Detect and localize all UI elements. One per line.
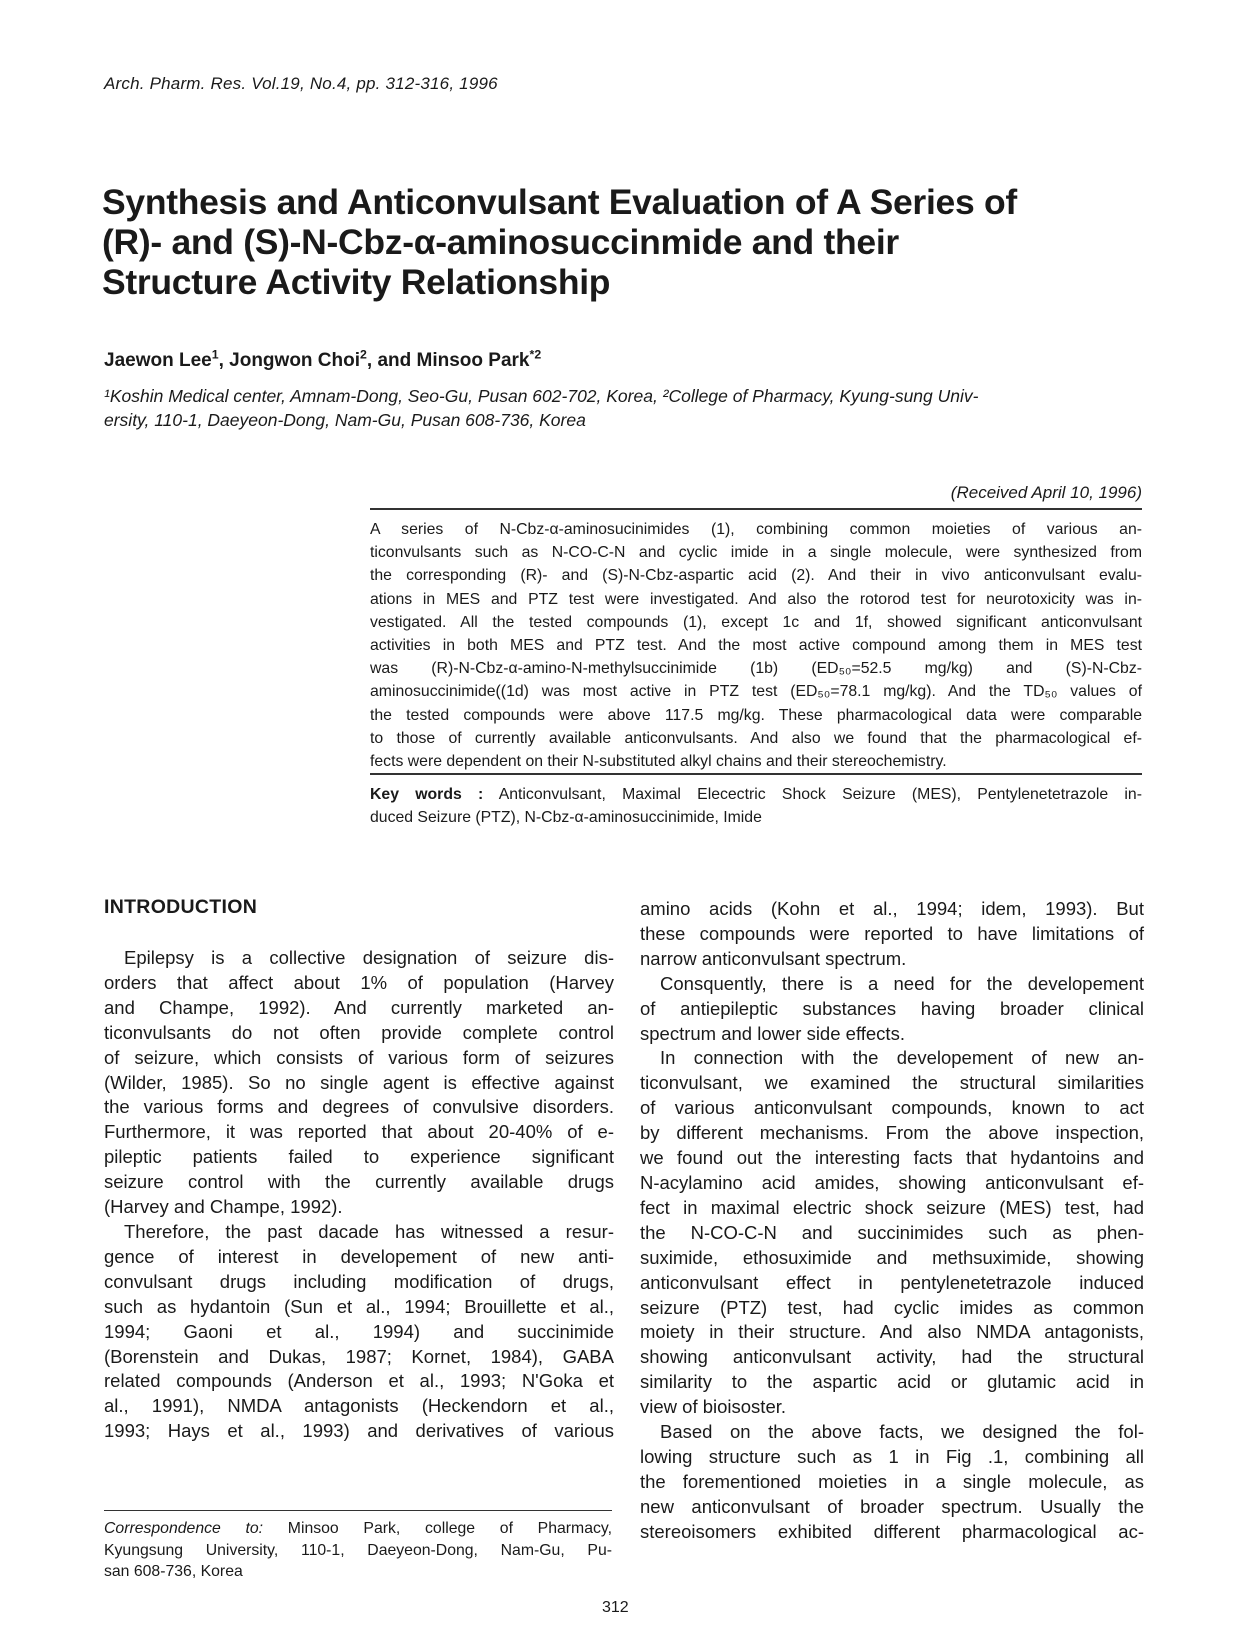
abstract-line: fects were dependent on their N-substituted alkyl chains and their stereochemistry. [370, 753, 947, 771]
abstract-line: ticonvulsants such as N-CO-C-N and cyclic imide in a single molecule, were synthesized from [370, 544, 1142, 562]
journal-citation: Arch. Pharm. Res. Vol.19, No.4, pp. 312-316, 1996 [104, 74, 498, 93]
abstract-bottom-rule [370, 773, 1142, 775]
keywords-label: Key words : [370, 786, 484, 803]
title-line: Structure Activity Relationship [102, 262, 611, 302]
correspondence-line: san 608-736, Korea [104, 1563, 243, 1580]
body-line: Consquently, there is a need for the developement [660, 972, 1144, 994]
abstract-line: was (R)-N-Cbz-α-amino-N-methylsuccinimide (1b) (ED₅₀=52.5 mg/kg) and (S)-N-Cbz- [370, 660, 1142, 678]
abstract-line: vestigated. All the tested compounds (1), except 1c and 1f, showed significant anticonvulsant [370, 613, 1142, 631]
abstract-line: aminosuccinimide((1d) was most active in PTZ test (ED₅₀=78.1 mg/kg). And the TD₅₀ values of [370, 683, 1142, 701]
body-line: showing anticonvulsant activity, had the structural [640, 1346, 1144, 1368]
body-line: convulsant drugs including modification of drugs, [104, 1270, 614, 1292]
correspondence-text: Minsoo Park, college of Pharmacy, [263, 1520, 613, 1537]
section-heading: INTRODUCTION [104, 896, 258, 918]
right-column [640, 897, 1144, 1545]
affiliations [104, 384, 1154, 432]
author-sup: 2 [360, 347, 367, 362]
body-line: (Harvey and Champe, 1992). [104, 1196, 343, 1218]
affiliation-line: ersity, 110-1, Daeyeon-Dong, Nam-Gu, Pusan 608-736, Korea [104, 410, 586, 430]
affiliation-line: ¹Koshin Medical center, Amnam-Dong, Seo-Gu, Pusan 602-702, Korea, ²College of Pharmacy, Kyung-sung Univ- [104, 386, 979, 406]
body-line: by different mechanisms. From the above inspection, [640, 1122, 1144, 1144]
body-line: (Wilder, 1985). So no single agent is effective against [104, 1071, 614, 1093]
body-line: (Borenstein and Dukas, 1987; Kornet, 1984), GABA [104, 1345, 614, 1367]
keywords [370, 783, 1142, 829]
body-line: new anticonvulsant of broader spectrum. Usually the [640, 1495, 1144, 1517]
author-sup: 1 [211, 347, 219, 362]
body-line: 1994; Gaoni et al., 1994) and succinimide [104, 1320, 614, 1342]
body-line: ticonvulsants do not often provide complete control [104, 1021, 614, 1043]
body-line: pileptic patients failed to experience significant [104, 1146, 614, 1168]
body-line: anticonvulsant effect in pentylenetetrazole induced [640, 1271, 1144, 1293]
footnote-rule [104, 1510, 612, 1511]
body-line: the N-CO-C-N and succinimides such as phen- [640, 1221, 1144, 1243]
body-line: lowing structure such as 1 in Fig .1, combining all [640, 1445, 1144, 1467]
body-line: Therefore, the past dacade has witnessed a resur- [124, 1220, 614, 1242]
body-line: the various forms and degrees of convulsive disorders. [104, 1096, 614, 1118]
body-line: we found out the interesting facts that hydantoins and [640, 1147, 1144, 1169]
body-line: seizure (PTZ) test, had cyclic imides as common [640, 1296, 1144, 1318]
body-line: ticonvulsant, we examined the structural similarities [640, 1072, 1144, 1094]
received-date: (Received April 10, 1996) [950, 483, 1142, 502]
body-line: In connection with the developement of new an- [660, 1047, 1144, 1069]
keywords-line [370, 783, 1142, 806]
body-line: moiety in their structure. And also NMDA antagonists, [640, 1321, 1144, 1343]
body-line: 1993; Hays et al., 1993) and derivatives of various [104, 1420, 614, 1442]
body-line: N-acylamino acid amides, showing anticonvulsant ef- [640, 1171, 1144, 1193]
body-line: of seizure, which consists of various form of seizures [104, 1046, 614, 1068]
body-line: related compounds (Anderson et al., 1993; N'Goka et [104, 1370, 614, 1392]
author-name: Jongwon Choi [229, 350, 361, 371]
body-line: amino acids (Kohn et al., 1994; idem, 1993). But [640, 898, 1144, 919]
page-number: 312 [602, 1599, 629, 1616]
body-line: Epilepsy is a collective designation of seizure dis- [124, 947, 614, 968]
author-name: Jaewon Lee [104, 350, 212, 371]
keywords-text: Anticonvulsant, Maximal Elecectric Shock Seizure (MES), Pentylenetetrazole in- [498, 786, 1142, 803]
body-line: stereoisomers exhibited different pharmacological ac- [640, 1520, 1144, 1542]
abstract-line: to those of currently available anticonvulsants. And also we found that the pharmacological ef- [370, 729, 1142, 747]
abstract-line: the corresponding (R)- and (S)-N-Cbz-aspartic acid (2). And their in vivo anticonvulsant evalu- [370, 567, 1142, 585]
abstract-top-rule [370, 508, 1142, 510]
body-line: Based on the above facts, we designed the fol- [660, 1421, 1144, 1443]
left-column [104, 946, 614, 1444]
body-line: these compounds were reported to have limitations of [640, 922, 1144, 944]
body-line: fect in maximal electric shock seizure (MES) test, had [640, 1196, 1144, 1218]
body-line: and Champe, 1992). And currently marketed an- [104, 996, 614, 1018]
author-name: Minsoo Park [416, 350, 530, 371]
body-line: such as hydantoin (Sun et al., 1994; Brouillette et al., [104, 1295, 614, 1317]
body-line: suximide, ethosuximide and methsuximide, showing [640, 1246, 1144, 1268]
abstract [370, 518, 1142, 773]
author-sup: *2 [529, 347, 542, 362]
title-line: (R)- and (S)-N-Cbz-α-aminosuccinmide and their [102, 222, 899, 262]
body-line: orders that affect about 1% of population (Harvey [104, 971, 614, 993]
correspondence-line [104, 1518, 612, 1540]
correspondence-line: Kyungsung University, 110-1, Daeyeon-Dong, Nam-Gu, Pu- [104, 1541, 612, 1559]
abstract-line: A series of N-Cbz-α-aminosucinimides (1), combining common moieties of various an- [370, 521, 1142, 538]
keywords-line: duced Seizure (PTZ), N-Cbz-α-aminosuccinimide, Imide [370, 809, 762, 827]
body-line: spectrum and lower side effects. [640, 1022, 905, 1044]
body-line: gence of interest in developement of new anti- [104, 1245, 614, 1267]
author-sep: , [218, 350, 230, 371]
body-line: the forementioned moieties in a single molecule, as [640, 1470, 1144, 1492]
abstract-line: ations in MES and PTZ test were investigated. And also the rotorod test for neurotoxicity was in- [370, 590, 1142, 608]
abstract-line: activities in both MES and PTZ test. And the most active compound among them in MES test [370, 637, 1142, 655]
author-list [104, 347, 542, 372]
body-line: similarity to the aspartic acid or glutamic acid in [640, 1371, 1144, 1393]
body-line: seizure control with the currently available drugs [104, 1171, 614, 1193]
body-line: view of bioisoster. [640, 1396, 787, 1418]
abstract-line: the tested compounds were above 117.5 mg/kg. These pharmacological data were comparable [370, 706, 1142, 724]
title-line: Synthesis and Anticonvulsant Evaluation of A Series of [102, 182, 1017, 222]
correspondence-label: Correspondence to: [104, 1520, 264, 1537]
correspondence-footnote [104, 1518, 612, 1583]
body-line: of various anticonvulsant compounds, known to act [640, 1097, 1144, 1119]
body-line: al., 1991), NMDA antagonists (Heckendorn et al., [104, 1395, 614, 1417]
paper-title [102, 182, 1142, 302]
body-line: Furthermore, it was reported that about 20-40% of e- [104, 1121, 614, 1143]
body-line: narrow anticonvulsant spectrum. [640, 947, 907, 969]
body-line: of antiepileptic substances having broader clinical [640, 997, 1144, 1019]
author-sep: , and [366, 350, 417, 371]
